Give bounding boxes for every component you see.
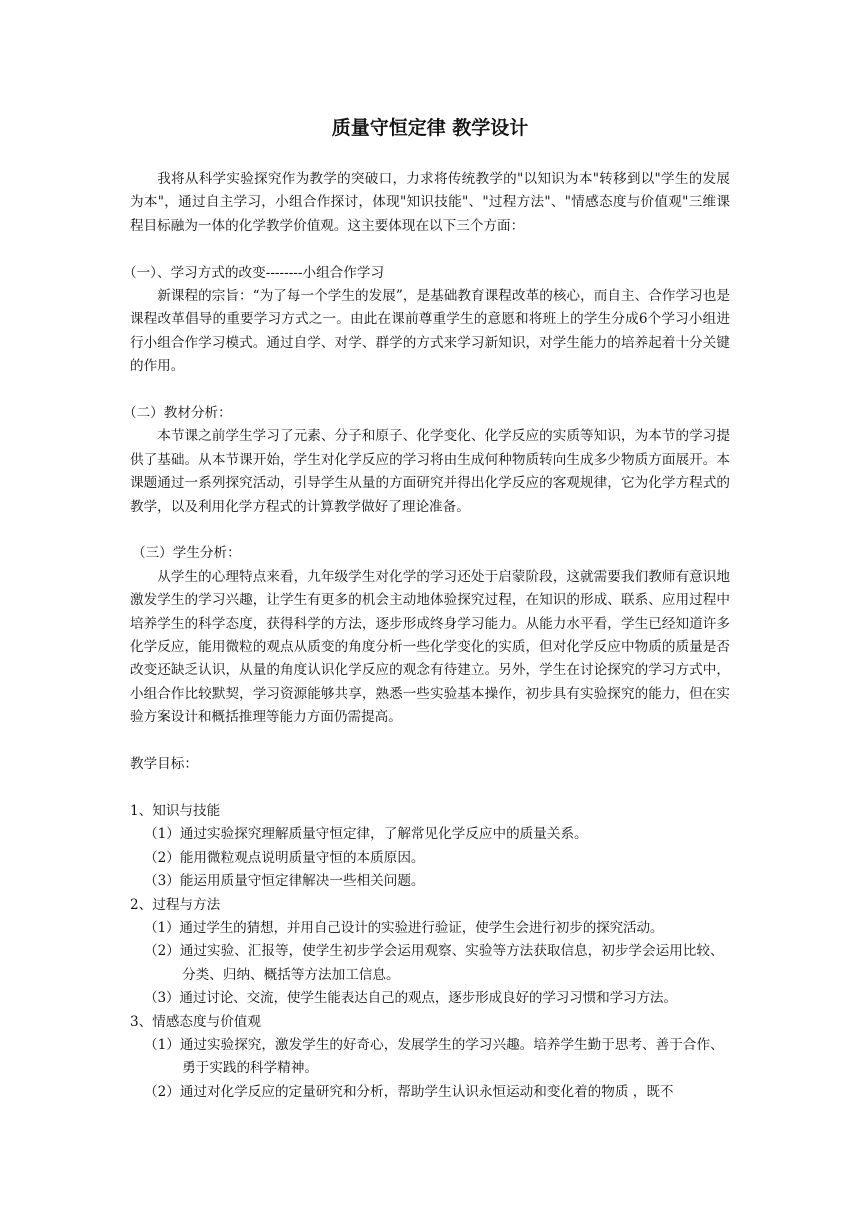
goal-item: （2）能用微粒观点说明质量守恒的本质原因。 [144,849,425,866]
spacer [130,238,730,261]
spacer [130,379,730,402]
section-text-3: 从学生的心理特点来看，九年级学生对化学的学习还处于启蒙阶段，这就需要我们教师有意识地激发学生的学习兴趣，让学生有更多的机会主动地体验探究过程，在知识的形成、联系、应用过程中培养学生的科学态度，获得科学的方法，逐步形成终身学习能力。从能力水平看，学生已经知道许多化学反应，能用微粒的观点从质变的角度分析一些化学变化的实质，但对化学反应中物质的质量是否改变还缺乏认识，从量的角度认识化学反应的观念有待建立。另外，学生在讨论探究的学习方式中，小组合作比较默契，学习资源能够共享，熟悉一些实验基本操作，初步具有实验探究的能力，但在实验方案设计和概括推理等能力方面仍需提高。 [130,568,730,726]
spacer [130,730,730,753]
spacer [130,519,730,542]
goal-item: （1）通过实验探究，激发学生的好奇心，发展学生的学习兴趣。培养学生勤于思考、善于合作、勇于实践的科学精神。 [144,1036,724,1077]
document-title: 质量守恒定律 教学设计 [331,117,529,139]
section-text-1: 新课程的宗旨：“为了每一个学生的发展”，是基础教育课程改革的核心，而自主、合作学习也是课程改革倡导的重要学习方式之一。由此在课前尊重学生的意愿和将班上的学生分成6个学习小组进行小组合作学习模式。通过自学、对学、群学的方式来学习新知识，对学生能力的培养起着十分关键的作用。 [130,288,730,375]
section-heading-3: （三）学生分析： [132,545,241,562]
goal-heading-1: 1、知识与技能 [130,802,221,819]
section-heading-1: （一）、学习方式的改变--------小组合作学习 [123,264,385,281]
goal-item: （3）能运用质量守恒定律解决一些相关问题。 [144,873,425,890]
section-text-2: 本节课之前学生学习了元素、分子和原子、化学变化、化学反应的实质等知识，为本节的学习提供了基础。从本节课开始，学生对化学反应的学习将由生成何种物质转向生成多少物质方面展开。本课题通过一系列探究活动，引导学生从量的方面研究并得出化学反应的客观规律，它为化学方程式的教学，以及利用化学方程式的计算教学做好了理论准备。 [130,428,730,515]
spacer [130,777,730,800]
objectives-heading: 教学目标： [130,756,198,773]
goal-item: （3）通过讨论、交流，使学生能表达自己的观点，逐步形成良好的学习习惯和学习方法。 [144,990,677,1007]
goal-heading-3: 3、情感态度与价值观 [130,1013,261,1030]
goal-item: （1）通过学生的猜想，并用自己设计的实验进行验证，使学生会进行初步的探究活动。 [144,919,664,936]
intro-paragraph: 我将从科学实验探究作为教学的突破口，力求将传统教学的"以知识为本"转移到以"学生的发展为本"，通过自主学习，小组合作探讨，体现"知识技能"、"过程方法"、"情感态度与价值观"三维课程目标融为一体的化学教学价值观。这主要体现在以下三个方面： [130,171,730,234]
goal-item: （2）通过对化学反应的定量研究和分析，帮助学生认识永恒运动和变化着的物质 ，既不 [144,1083,674,1100]
section-heading-2: （二）教材分析： [123,405,232,422]
goal-item: （1）通过实验探究理解质量守恒定律，了解常见化学反应中的质量关系。 [144,826,588,843]
document-body [123,168,730,1104]
goal-heading-2: 2、过程与方法 [130,896,221,913]
goal-item: （2）通过实验、汇报等，使学生初步学会运用观察、实验等方法获取信息，初步学会运用比较、分类、归纳、概括等方法加工信息。 [144,943,724,983]
